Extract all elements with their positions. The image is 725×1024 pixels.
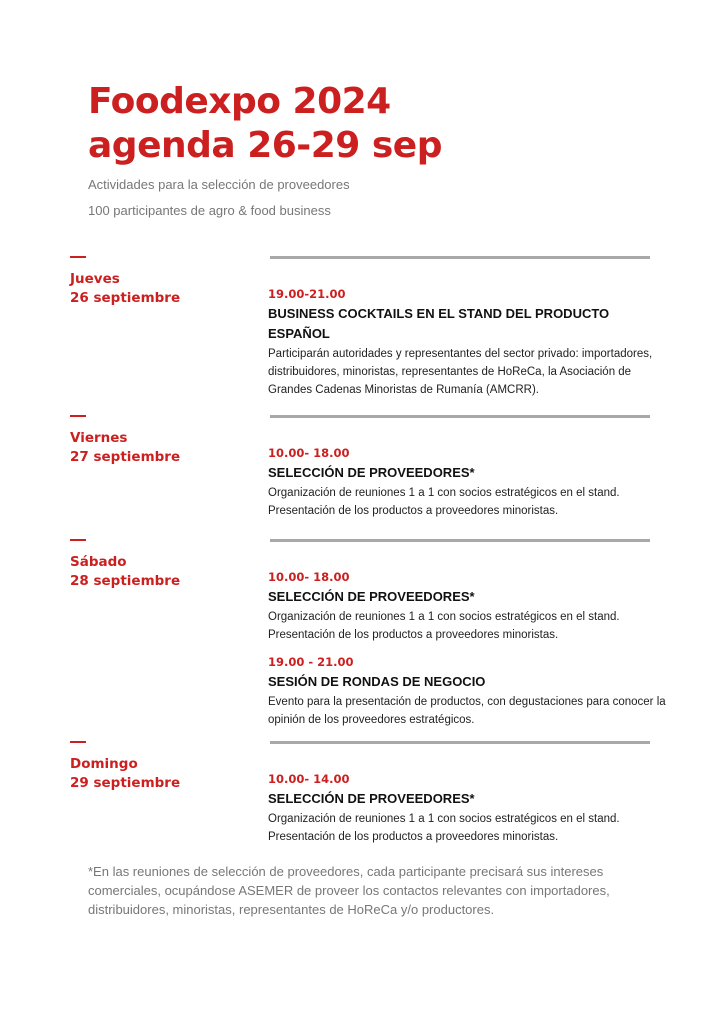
day-date: 26 septiembre: [70, 290, 181, 306]
event-title: SELECCIÓN DE PROVEEDORES*: [268, 589, 475, 604]
event-title: SELECCIÓN DE PROVEEDORES*: [268, 465, 475, 480]
day-label: [70, 270, 180, 308]
footnote: *En las reuniones de selección de proveedores, cada participante precisará sus intereses comerciales, ocupándose ASEMER de proveer los contactos relevantes con importadores, distribuidores, minoristas, representantes de HoReCa y/o productores.: [88, 864, 610, 917]
day-label: [70, 755, 180, 793]
day-divider: [270, 256, 650, 259]
day-divider: [270, 741, 650, 744]
event-item: [268, 286, 668, 399]
day-label: [70, 553, 180, 591]
event-description: Participarán autoridades y representantes del sector privado: importadores, distribuidores, minoristas, representantes de HoReCa, la Asociación de Grandes Cadenas Minoristas de Rumanía (AMCRR).: [268, 348, 653, 396]
day-name: Viernes: [70, 430, 128, 446]
event-time: 19.00-21.00: [268, 287, 346, 301]
subtitle-activities: Actividades para la selección de proveedores: [88, 177, 350, 192]
day-date: 27 septiembre: [70, 449, 181, 465]
event-time: 10.00- 18.00: [268, 446, 350, 460]
title-line-2: agenda 26-29 sep: [88, 125, 442, 166]
day-divider: [270, 539, 650, 542]
event-description: Organización de reuniones 1 a 1 con socios estratégicos en el stand. Presentación de los productos a proveedores minoristas.: [268, 611, 620, 641]
day-name: Domingo: [70, 756, 138, 772]
day-name: Jueves: [70, 271, 120, 287]
event-item: [268, 771, 668, 846]
event-item: [268, 445, 668, 520]
day-label: [70, 429, 180, 467]
day-dash-marker: [70, 741, 86, 743]
day-date: 28 septiembre: [70, 573, 181, 589]
event-list: [268, 771, 668, 856]
event-list: [268, 569, 668, 739]
event-description: Organización de reuniones 1 a 1 con socios estratégicos en el stand. Presentación de los productos a proveedores minoristas.: [268, 487, 620, 517]
event-title: SESIÓN DE RONDAS DE NEGOCIO: [268, 674, 486, 689]
event-description: Evento para la presentación de productos, con degustaciones para conocer la opinión de los proveedores estratégicos.: [268, 696, 666, 726]
event-title: BUSINESS COCKTAILS EN EL STAND DEL PRODUCTO ESPAÑOL: [268, 306, 610, 341]
day-divider: [270, 415, 650, 418]
event-time: 10.00- 14.00: [268, 772, 350, 786]
event-time: 10.00- 18.00: [268, 570, 350, 584]
event-title: SELECCIÓN DE PROVEEDORES*: [268, 791, 475, 806]
day-dash-marker: [70, 256, 86, 258]
event-item: [268, 654, 668, 729]
subtitle-participants: 100 participantes de agro & food business: [88, 203, 331, 218]
day-dash-marker: [70, 415, 86, 417]
event-item: [268, 569, 668, 644]
event-time: 19.00 - 21.00: [268, 655, 354, 669]
event-list: [268, 286, 668, 409]
event-description: Organización de reuniones 1 a 1 con socios estratégicos en el stand. Presentación de los productos a proveedores minoristas.: [268, 813, 620, 843]
day-dash-marker: [70, 539, 86, 541]
title-line-1: Foodexpo 2024: [88, 81, 391, 122]
event-list: [268, 445, 668, 530]
day-name: Sábado: [70, 554, 127, 570]
day-date: 29 septiembre: [70, 775, 181, 791]
page-title: [88, 80, 442, 168]
